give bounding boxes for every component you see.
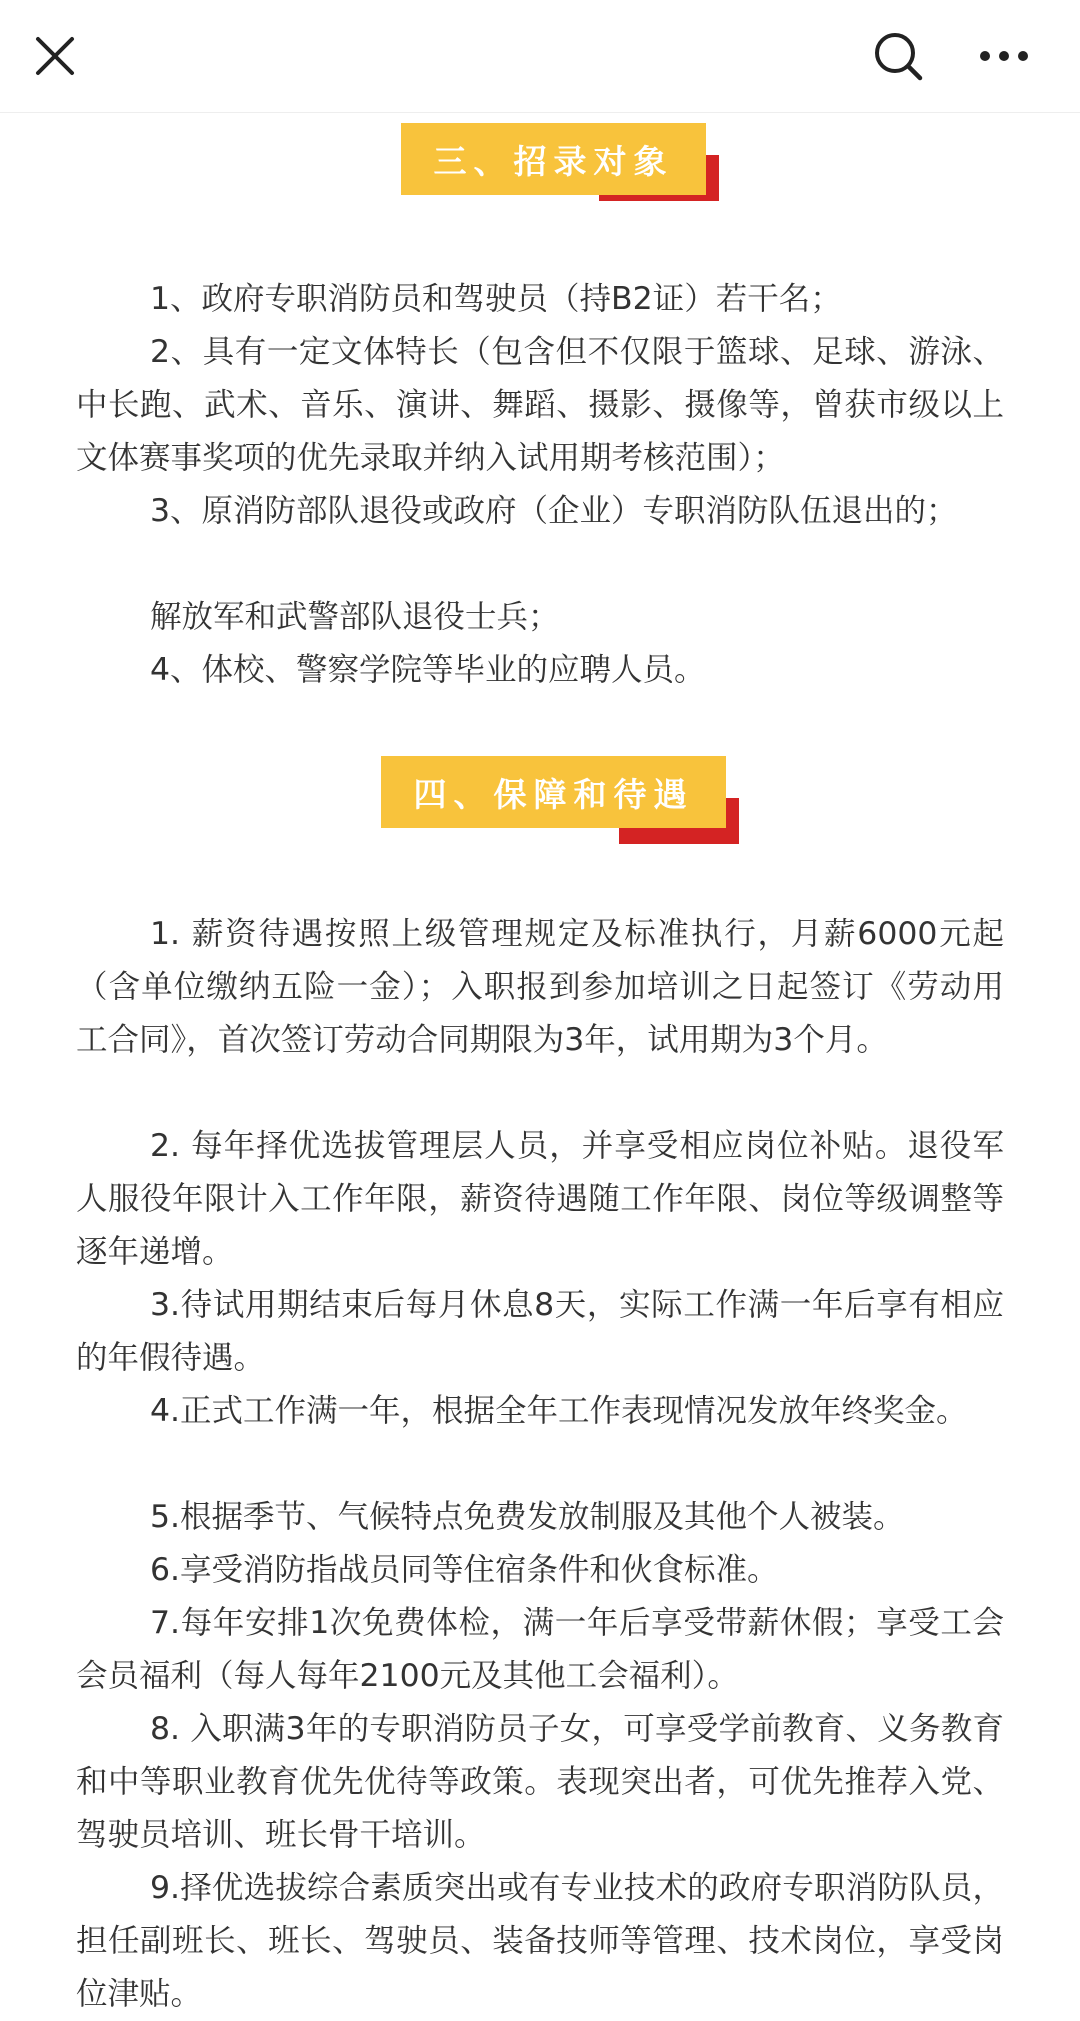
section-4-item-3: 3.待试用期结束后每月休息8天，实际工作满一年后享有相应的年假待遇。 [76, 1287, 1004, 1376]
more-dots-icon [978, 48, 1030, 64]
section-4-item-2: 2. 每年择优选拔管理层人员，并享受相应岗位补贴。退役军人服役年限计入工作年限，薪资待遇随工作年限、岗位等级调整等逐年递增。 [76, 1128, 1004, 1270]
close-icon [33, 34, 77, 78]
top-navigation-bar [0, 0, 1080, 113]
section-4-item-1: 1. 薪资待遇按照上级管理规定及标准执行，月薪6000元起（含单位缴纳五险一金）；入职报到参加培训之日起签订《劳动用工合同》，首次签订劳动合同期限为3年，试用期为3个月。 [76, 916, 1004, 1058]
section-3-item-2: 2、具有一定文体特长（包含但不仅限于篮球、足球、游泳、中长跑、武术、音乐、演讲、舞蹈、摄影、摄像等，曾获市级以上文体赛事奖项的优先录取并纳入试用期考核范围）； [76, 334, 1004, 476]
more-options-button[interactable] [966, 18, 1042, 94]
section-4-item-8: 8. 入职满3年的专职消防员子女，可享受学前教育、义务教育和中等职业教育优先优待等政策。表现突出者，可优先推荐入党、驾驶员培训、班长骨干培训。 [76, 1711, 1004, 1853]
section-3-item-5: 4、体校、警察学院等毕业的应聘人员。 [150, 652, 706, 688]
section-4-heading [381, 756, 741, 846]
section-4-item-4: 4.正式工作满一年，根据全年工作表现情况发放年终奖金。 [150, 1393, 968, 1429]
section-3-item-4: 解放军和武警部队退役士兵； [150, 599, 560, 635]
section-3-heading [401, 123, 721, 213]
section-4-title: 四、保障和待遇 [381, 756, 726, 828]
section-4-item-6: 6.享受消防指战员同等住宿条件和伙食标准。 [150, 1552, 779, 1588]
section-4-item-7: 7.每年安排1次免费体检，满一年后享受带薪休假；享受工会会员福利（每人每年2100元及其他工会福利）。 [76, 1605, 1004, 1694]
section-3-item-3: 3、原消防部队退役或政府（企业）专职消防队伍退出的； [150, 493, 958, 529]
section-3-title: 三、招录对象 [401, 123, 706, 195]
section-4-item-9: 9.择优选拔综合素质突出或有专业技术的政府专职消防队员，担任副班长、班长、驾驶员、装备技师等管理、技术岗位，享受岗位津贴。 [76, 1870, 1004, 2012]
search-icon [872, 30, 924, 82]
search-button[interactable] [860, 18, 936, 94]
close-button[interactable] [17, 18, 93, 94]
section-3-item-1: 1、政府专职消防员和驾驶员（持B2证）若干名； [150, 281, 842, 317]
section-4-item-5: 5.根据季节、气候特点免费发放制服及其他个人被装。 [150, 1499, 905, 1535]
article-content[interactable] [0, 113, 1080, 2012]
